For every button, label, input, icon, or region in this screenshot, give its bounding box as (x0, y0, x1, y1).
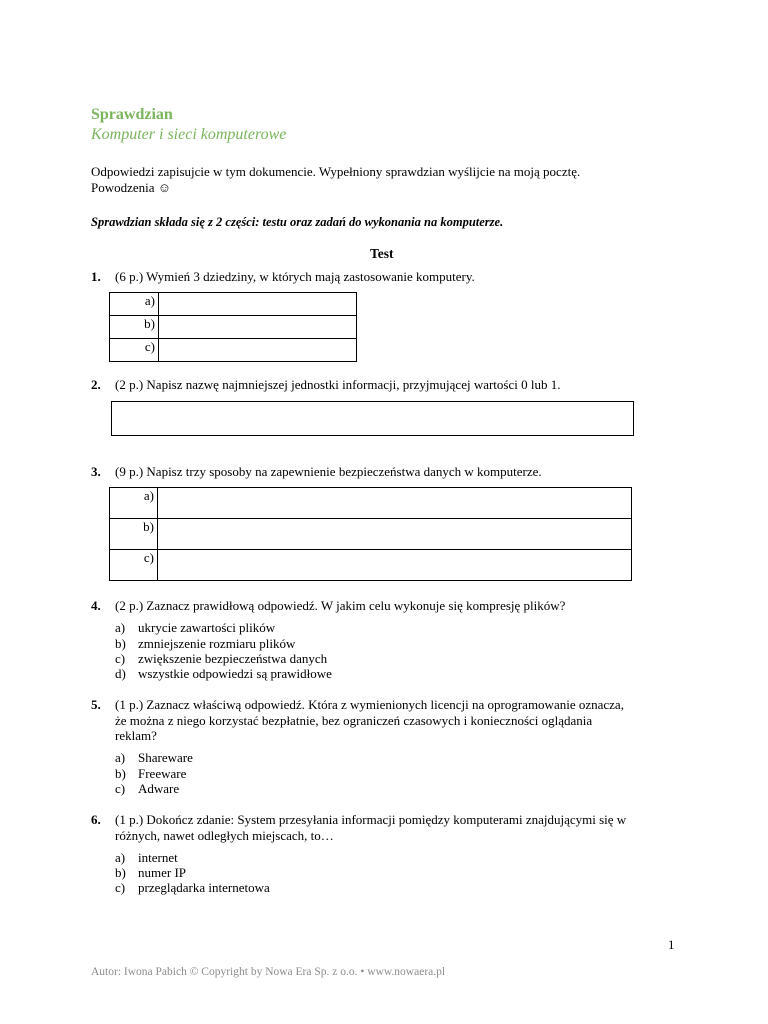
option-text[interactable]: numer IP (138, 865, 187, 880)
answer-row-label: a) (110, 293, 159, 316)
option-text[interactable]: Adware (138, 781, 180, 796)
answer-cell-input[interactable] (158, 488, 632, 519)
option-letter: c) (115, 651, 126, 666)
option-letter: c) (115, 880, 126, 895)
answer-cell-input[interactable] (159, 293, 357, 316)
question-text: (6 p.) Wymień 3 dziedziny, w których mają zastosowanie komputery. (115, 269, 475, 284)
question-number: 5. (91, 697, 101, 712)
question-number: 4. (91, 598, 101, 613)
answer-row-label: c) (110, 339, 159, 362)
option-text[interactable]: zmniejszenie rozmiaru plików (138, 636, 296, 651)
answer-table-q3 (109, 487, 632, 581)
option-letter: b) (115, 766, 126, 781)
question-text: (2 p.) Napisz nazwę najmniejszej jednostki informacji, przyjmującej wartości 0 lub 1. (115, 377, 561, 392)
question-number: 6. (91, 812, 101, 827)
option-text[interactable]: Freeware (138, 766, 187, 781)
question-text: (1 p.) Dokończ zdanie: System przesyłania informacji pomiędzy komputerami znajdującymi się w (115, 812, 627, 827)
option-letter: d) (115, 666, 126, 681)
option-text[interactable]: przeglądarka internetowa (138, 880, 270, 895)
option-letter: c) (115, 781, 126, 796)
question-text: (9 p.) Napisz trzy sposoby na zapewnienie bezpieczeństwa danych w komputerze. (115, 464, 542, 479)
answer-table-q1 (109, 292, 357, 362)
option-text[interactable]: zwiększenie bezpieczeństwa danych (138, 651, 328, 666)
question-text: że można z niego korzystać bezpłatnie, bez ograniczeń czasowych i konieczności oglądania (115, 713, 593, 728)
option-letter: a) (115, 750, 126, 765)
answer-row-label: b) (110, 316, 159, 339)
answer-row-label: a) (110, 488, 158, 519)
question-text: (2 p.) Zaznacz prawidłową odpowiedź. W jakim celu wykonuje się kompresję plików? (115, 598, 566, 613)
option-letter: b) (115, 636, 126, 651)
question-text: reklam? (115, 728, 157, 743)
option-text[interactable]: internet (138, 850, 178, 865)
answer-cell-input[interactable] (158, 550, 632, 581)
answer-cell-input[interactable] (159, 339, 357, 362)
answer-row-label: b) (110, 519, 158, 550)
answer-box-q2[interactable] (111, 401, 634, 436)
option-letter: a) (115, 620, 126, 635)
intro-text-good-luck: Powodzenia ☺ (91, 180, 172, 195)
question-number: 1. (91, 269, 101, 284)
footer-copyright: Autor: Iwona Pabich © Copyright by Nowa Era Sp. z o.o. • www.nowaera.pl (91, 966, 446, 978)
answer-cell-input[interactable] (159, 316, 357, 339)
question-text: różnych, nawet odległych miejscach, to… (115, 828, 334, 843)
option-letter: a) (115, 850, 126, 865)
section-title: Test (370, 246, 394, 261)
test-structure-note: Sprawdzian składa się z 2 części: testu oraz zadań do wykonania na komputerze. (91, 215, 504, 229)
page-number: 1 (668, 937, 675, 952)
question-text: (1 p.) Zaznacz właściwą odpowiedź. Która z wymienionych licencji na oprogramowanie oznacza, (115, 697, 624, 712)
document-subtitle: Komputer i sieci komputerowe (91, 126, 287, 143)
option-text[interactable]: ukrycie zawartości plików (138, 620, 276, 635)
question-number: 2. (91, 377, 101, 392)
option-text[interactable]: Shareware (138, 750, 193, 765)
document-title: Sprawdzian (91, 106, 173, 123)
answer-row-label: c) (110, 550, 158, 581)
answer-cell-input[interactable] (158, 519, 632, 550)
option-text[interactable]: wszystkie odpowiedzi są prawidłowe (138, 666, 332, 681)
question-number: 3. (91, 464, 101, 479)
intro-text: Odpowiedzi zapisujcie w tym dokumencie. Wypełniony sprawdzian wyślijcie na moją pocztę. (91, 164, 581, 179)
option-letter: b) (115, 865, 126, 880)
